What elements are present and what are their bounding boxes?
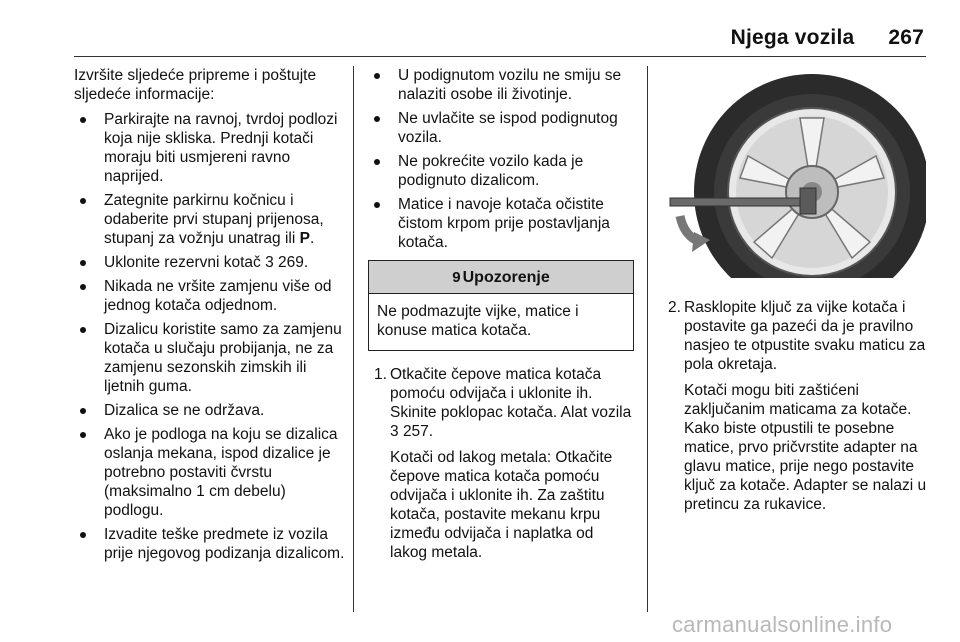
list-item: Izvadite teške predmete iz vozila prije njegovog podizanja dizalicom. (74, 525, 346, 563)
chapter-title: Njega vozila (730, 26, 855, 49)
column-divider (647, 66, 648, 612)
header-rule (74, 56, 926, 57)
arrow-ref-icon: 3 (390, 423, 399, 440)
column-divider (353, 66, 354, 612)
list-item: Uklonite rezervni kotač 3 269. (74, 253, 346, 272)
bullet-icon (80, 532, 86, 538)
bullet-icon (374, 159, 380, 165)
warning-triangle-icon: 9 (452, 269, 461, 286)
list-item: Ne pokrećite vozilo kada je podignuto dizalicom. (368, 152, 634, 190)
warning-title: Upozorenje (462, 269, 550, 286)
list-item: Matice i navoje kotača očistite čistom krpom prije postavljanja kotača. (368, 195, 634, 252)
bullet-icon (80, 260, 86, 266)
list-item: Ne uvlačite se ispod podignutog vozila. (368, 109, 634, 147)
wheel-illustration (662, 66, 926, 278)
list-item: Dizalica se ne održava. (74, 401, 346, 420)
bullet-icon (80, 327, 86, 333)
intro-text: Izvršite sljedeće pripreme i poštujte sljedeće informacije: (74, 67, 317, 103)
step-note: Kotači mogu biti zaštićeni zaključanim maticama za kotače. Kako biste otpustili te posebne matice, prvo pričvrstite adapter na glavu matice, prije nego postavite ključ za kotače. Adapter se nalazi u pretincu za rukavice. (684, 382, 927, 513)
bullet-icon (374, 116, 380, 122)
list-item: Nikada ne vršite zamjenu više od jednog kotača odjednom. (74, 277, 346, 315)
arrow-ref-icon: 3 (265, 254, 274, 271)
step-number: 2. (668, 299, 681, 316)
steps-list-continued (662, 298, 928, 514)
bullet-icon (80, 408, 86, 414)
list-item: Zategnite parkirnu kočnicu i odaberite prvi stupanj prijenosa, stupanj za vožnju unatrag ili P. (74, 191, 346, 248)
step-item (662, 298, 928, 514)
list-item: Dizalicu koristite samo za zamjenu kotača u slučaju probijanja, ne za zamjenu sezonskih zimskih ili ljetnih guma. (74, 320, 346, 396)
step-item: 1. Otkačite čepove matica kotača pomoću odvijača i uklonite ih. Skinite poklopac kotača. Alat vozila 3 257. Kotači od lakog metala: Otkačite čepove matica kotača pomoću odvijača i uklonite ih. Za zaštitu kotača, postavite mekanu krpu između odvijača i naplatka od lakog metala. (368, 365, 634, 562)
bullet-icon (80, 198, 86, 204)
warning-text: Ne podmazujte vijke, matice i konuse matica kotača. (377, 303, 579, 339)
bullet-icon (80, 284, 86, 290)
bullet-icon (80, 117, 86, 123)
step-number: 1. (374, 366, 387, 383)
bullet-icon (374, 202, 380, 208)
page-reference[interactable]: 3 257. (390, 423, 434, 440)
page-number: 267 (888, 26, 924, 49)
step-note: Kotači od lakog metala: Otkačite čepove matica kotača pomoću odvijača i uklonite ih. Za zaštitu kotača, postavite mekanu krpu između odvijača i naplatka od lakog metala. (390, 449, 613, 561)
list-item: Parkirajte na ravnoj, tvrdoj podlozi koja nije skliska. Prednji kotači moraju biti usmjereni ravno naprijed. (74, 110, 346, 186)
gear-p-label: P (299, 230, 310, 247)
page-reference[interactable]: 3 269. (265, 254, 309, 271)
wheel-wrench-illustration (662, 66, 926, 278)
column-left (74, 66, 346, 568)
warning-header (369, 261, 633, 294)
list-item: Ako je podloga na koju se dizalica oslanja mekana, ispod dizalice je potrebno postaviti čvrstu (maksimalno 1 cm debelu) podlogu. (74, 425, 346, 520)
safety-list (368, 66, 634, 252)
page-header (731, 26, 924, 50)
bullet-icon (374, 73, 380, 79)
column-right (662, 66, 928, 514)
bullet-icon (80, 432, 86, 438)
steps-list (368, 365, 634, 562)
list-item: U podignutom vozilu ne smiju se nalaziti osobe ili životinje. (368, 66, 634, 104)
step-text: Rasklopite ključ za vijke kotača i postavite ga pazeći da je pravilno nasjeo te otpustite svaku maticu za pola okretaja. (684, 299, 926, 373)
warning-box (368, 260, 634, 351)
preparation-list (74, 110, 346, 563)
watermark: carmanualsonline.info (672, 612, 893, 637)
column-middle (368, 66, 634, 562)
